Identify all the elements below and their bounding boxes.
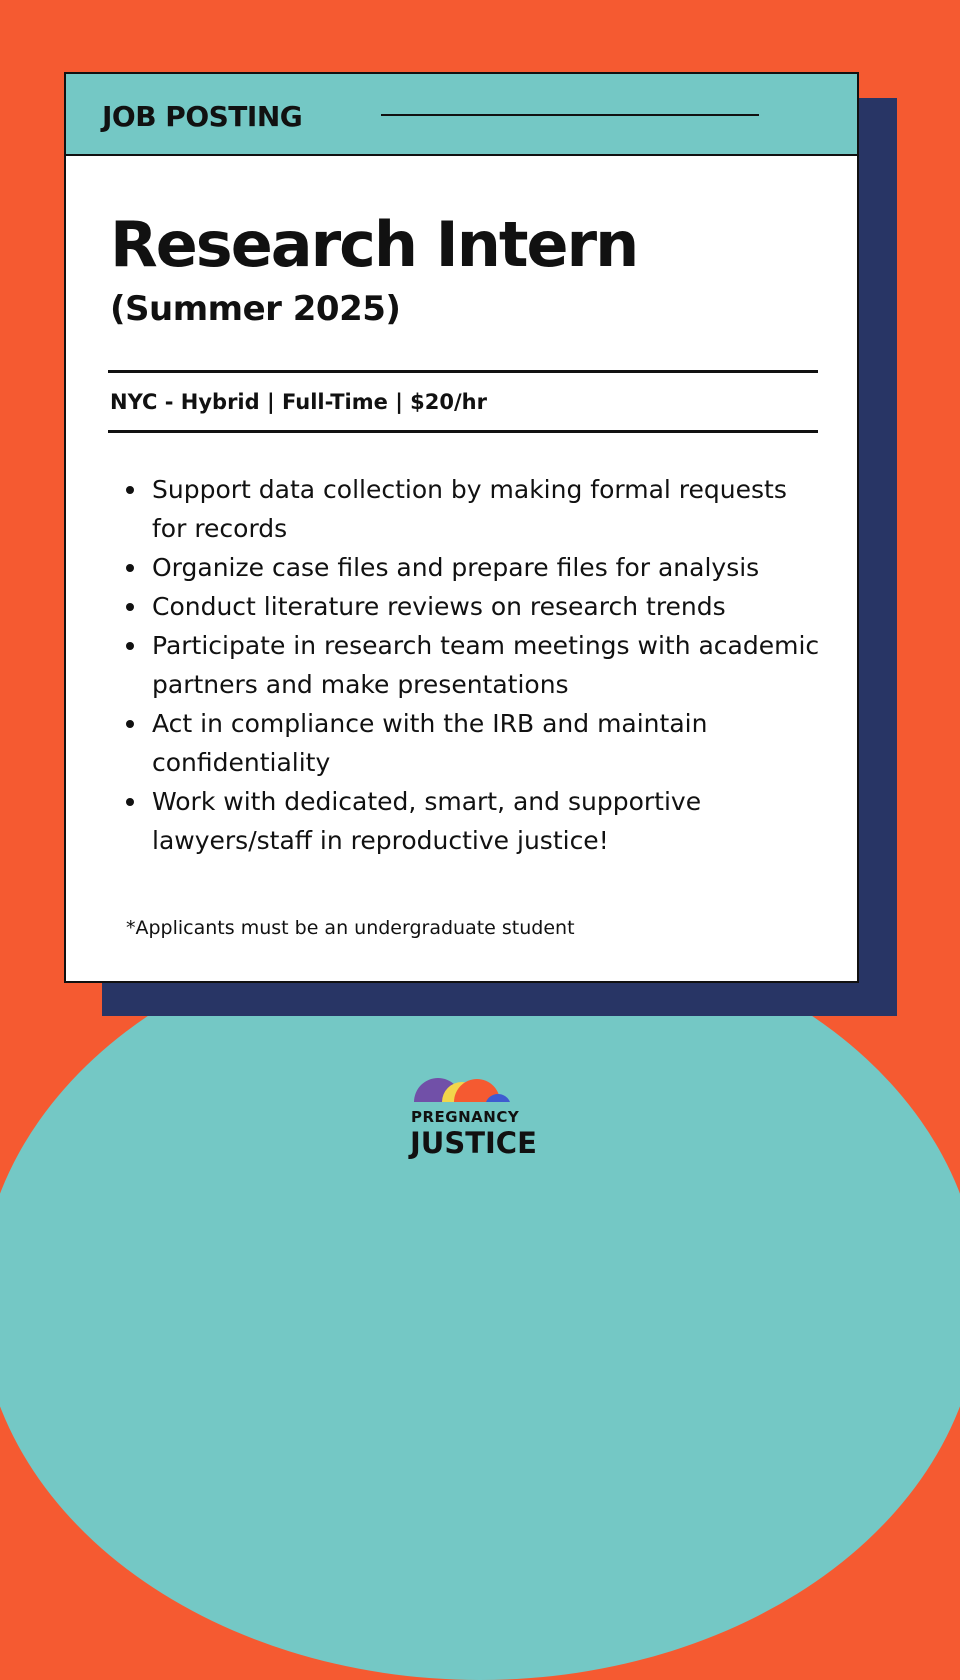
duty-text: Conduct literature reviews on research trends	[152, 592, 726, 621]
meta-bottom-divider	[108, 430, 818, 433]
meta-top-divider	[108, 370, 818, 373]
background-teal-dome	[0, 920, 960, 1680]
duty-item	[124, 626, 824, 704]
pregnancy-justice-logo	[400, 1070, 560, 1160]
duty-item	[124, 587, 824, 626]
job-posting-card	[64, 72, 859, 983]
bullet-icon	[126, 603, 134, 611]
duty-text: Organize case files and prepare files for analysis	[152, 553, 760, 582]
job-posting-label: JOB POSTING	[102, 100, 303, 133]
job-title: Research Intern	[110, 208, 638, 281]
bullet-icon	[126, 798, 134, 806]
job-meta: NYC - Hybrid | Full-Time | $20/hr	[110, 390, 487, 414]
duty-text: Support data collection by making formal requests for records	[152, 475, 787, 543]
duty-item	[124, 548, 824, 587]
duty-item	[124, 704, 824, 782]
duty-item	[124, 470, 824, 548]
logo-arcs-icon	[412, 1070, 512, 1102]
job-subtitle: (Summer 2025)	[110, 289, 401, 329]
logo-wordmark-line1: PREGNANCY	[411, 1108, 520, 1126]
duty-text: Participate in research team meetings with academic partners and make presentations	[152, 631, 820, 699]
bullet-icon	[126, 720, 134, 728]
bullet-icon	[126, 642, 134, 650]
bullet-icon	[126, 486, 134, 494]
duties-list	[124, 470, 824, 860]
eligibility-note: *Applicants must be an undergraduate student	[126, 917, 575, 939]
header-divider	[381, 114, 759, 116]
duty-text: Work with dedicated, smart, and supportive lawyers/staff in reproductive justice!	[152, 787, 702, 855]
duty-item	[124, 782, 824, 860]
card-header	[66, 74, 857, 156]
bullet-icon	[126, 564, 134, 572]
duty-text: Act in compliance with the IRB and maintain confidentiality	[152, 709, 708, 777]
logo-wordmark-line2: JUSTICE	[410, 1126, 537, 1160]
